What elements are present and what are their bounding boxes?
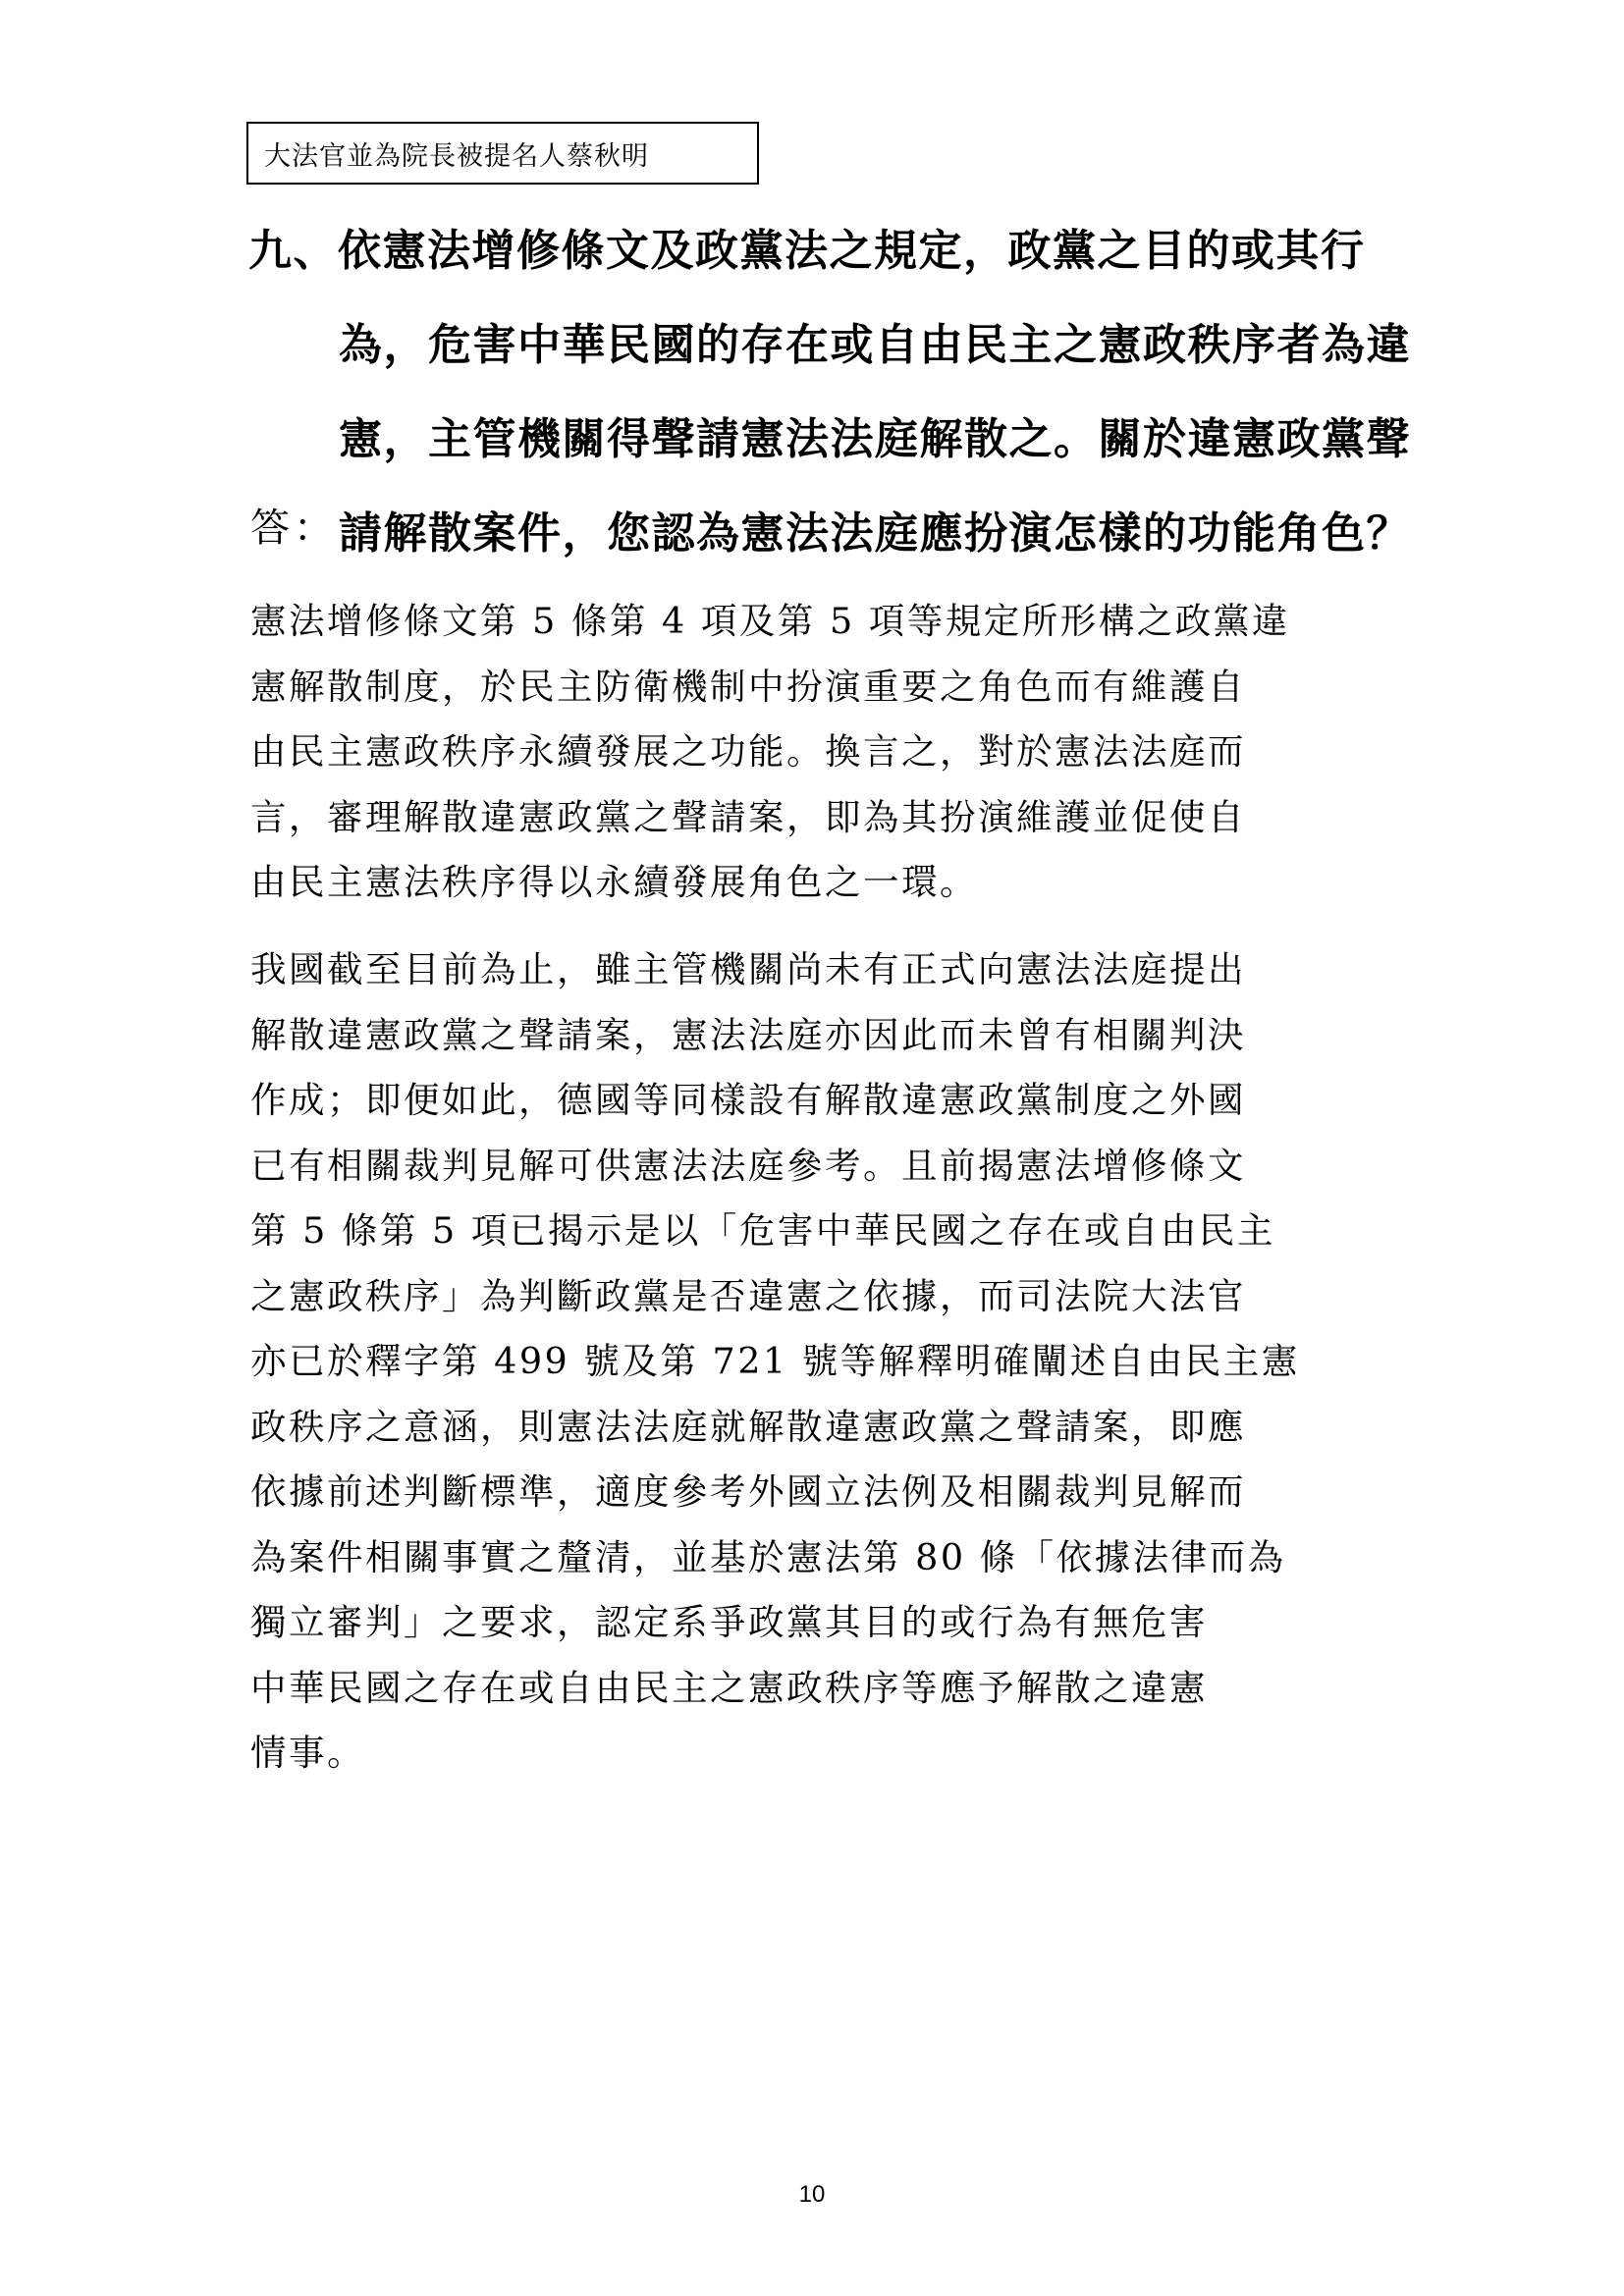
answer-paragraph-2 bbox=[250, 937, 1389, 1787]
paragraph-line: 憲法增修條文第 5 條第 4 項及第 5 項等規定所形構之政黨違 bbox=[250, 600, 1290, 642]
paragraph-line: 由民主憲法秩序得以永續發展角色之一環。 bbox=[250, 861, 978, 903]
paragraph-line: 第 5 條第 5 項已揭示是以「危害中華民國之存在或自由民主 bbox=[250, 1209, 1275, 1252]
paragraph-line: 中華民國之存在或自由民主之憲政秩序等應予解散之違憲 bbox=[250, 1666, 1208, 1709]
answer-label: 答： bbox=[250, 506, 337, 551]
question-line: 憲，主管機關得聲請憲法法庭解散之。關於違憲政黨聲 bbox=[339, 414, 1411, 464]
paragraph-line: 我國截至目前為止，雖主管機關尚未有正式向憲法法庭提出 bbox=[250, 948, 1246, 990]
paragraph-line: 獨立審判」之要求，認定系爭政黨其目的或行為有無危害 bbox=[250, 1601, 1208, 1643]
question-line: 請解散案件，您認為憲法法庭應扮演怎樣的功能角色？ bbox=[339, 508, 1411, 559]
nominee-header-box bbox=[246, 122, 759, 185]
paragraph-line: 亦已於釋字第 499 號及第 721 號等解釋明確闡述自由民主憲 bbox=[250, 1340, 1300, 1382]
paragraph-line: 解散違憲政黨之聲請案，憲法法庭亦因此而未曾有相關判決 bbox=[250, 1013, 1246, 1056]
question-line: 九、依憲法增修條文及政黨法之規定，政黨之目的或其行 bbox=[248, 226, 1366, 276]
question-heading bbox=[248, 204, 1411, 581]
paragraph-line: 之憲政秩序」為判斷政黨是否違憲之依據，而司法院大法官 bbox=[250, 1274, 1246, 1317]
paragraph-line: 情事。 bbox=[250, 1732, 365, 1774]
paragraph-line: 憲解散制度，於民主防衛機制中扮演重要之角色而有維護自 bbox=[250, 665, 1246, 708]
answer-paragraph-1 bbox=[250, 589, 1389, 916]
paragraph-line: 為案件相關事實之釐清，並基於憲法第 80 條「依據法律而為 bbox=[250, 1535, 1286, 1578]
paragraph-line: 作成；即便如此，德國等同樣設有解散違憲政黨制度之外國 bbox=[250, 1079, 1246, 1121]
paragraph-line: 由民主憲政秩序永續發展之功能。換言之，對於憲法法庭而 bbox=[250, 730, 1246, 773]
paragraph-line: 已有相關裁判見解可供憲法法庭參考。且前揭憲法增修條文 bbox=[250, 1144, 1246, 1187]
question-line: 為，危害中華民國的存在或自由民主之憲政秩序者為違 bbox=[339, 320, 1411, 370]
paragraph-line: 政秩序之意涵，則憲法法庭就解散違憲政黨之聲請案，即應 bbox=[250, 1405, 1246, 1448]
paragraph-line: 依據前述判斷標準，適度參考外國立法例及相關裁判見解而 bbox=[250, 1470, 1246, 1513]
page-number: 10 bbox=[798, 2181, 826, 2208]
nominee-header-label: 大法官並為院長被提名人蔡秋明 bbox=[264, 140, 649, 172]
paragraph-line: 言，審理解散違憲政黨之聲請案，即為其扮演維護並促使自 bbox=[250, 795, 1246, 838]
